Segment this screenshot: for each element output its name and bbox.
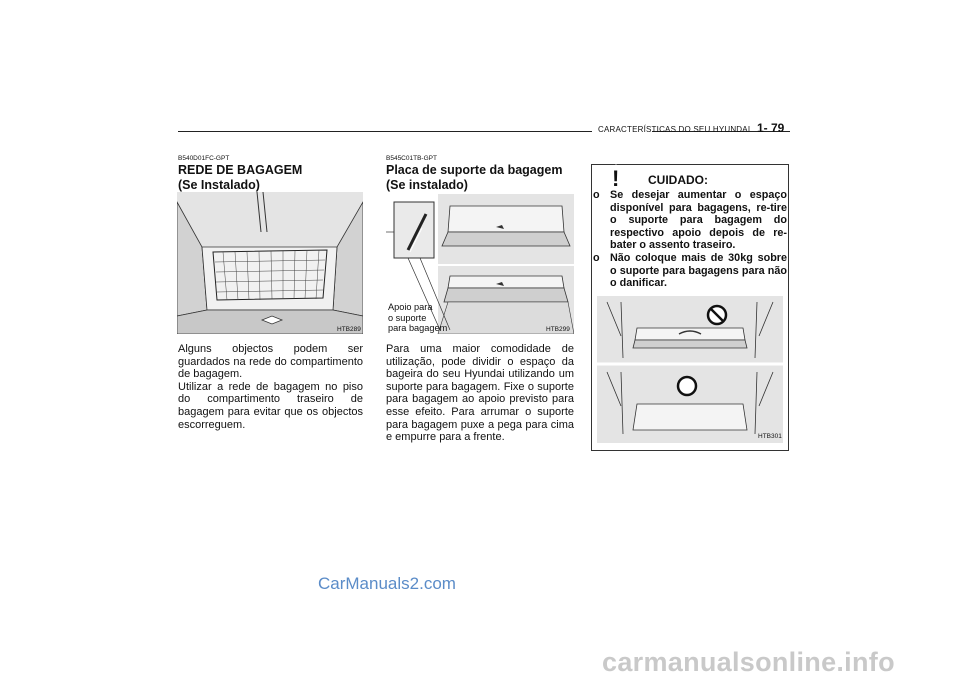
caution-figure-code: HTB301	[758, 433, 782, 440]
caution-bullet-1: o	[593, 189, 600, 201]
caution-title: CUIDADO:	[648, 173, 708, 187]
caution-illustration	[597, 296, 783, 443]
left-paragraph-2: Utilizar a rede de bagagem no piso do compartimento traseiro de bagagem para evitar que os objectos escorreguem.	[178, 380, 363, 431]
caution-item-2-text: Não coloque mais de 30kg sobre o suporte para bagagens para não o danificar.	[610, 251, 787, 290]
svg-text:!: !	[612, 166, 620, 191]
warning-icon	[601, 164, 631, 192]
left-section-code: B540D01FC-GPT	[178, 155, 230, 162]
left-title-line1: REDE DE BAGAGEM	[178, 163, 303, 177]
middle-figure-code: HTB299	[546, 326, 570, 333]
caution-item-2	[593, 252, 787, 290]
caution-item-1-text: Se desejar aumentar o espaço disponível para bagagens, re-tire o suporte para bagagem do respectivo apoio depois de re-bater o assento traseiro.	[610, 189, 787, 252]
watermark-site: carmanualsonline.info	[602, 647, 895, 677]
middle-title-line1: Placa de suporte da bagagem	[386, 163, 563, 177]
caution-list	[593, 189, 787, 290]
caution-bullet-2: o	[593, 251, 600, 264]
middle-body-text	[386, 343, 574, 444]
middle-paragraph: Para uma maior comodidade de utilização, pode dividir o espaço da bageira do seu Hyundai utilizando um suporte para bagagem. Fixe o suporte para bagagem ao apoio previsto para esse efeito. Para arrumar o suporte para bagagem puxe a pega para cima e empurre para a frente.	[386, 343, 574, 444]
cargo-net-figure	[177, 192, 363, 334]
header-rule	[178, 131, 592, 132]
cargo-net-illustration	[177, 192, 363, 334]
left-title-line2: (Se Instalado)	[178, 178, 260, 192]
left-figure-code: HTB289	[337, 326, 361, 333]
section-title: CARACTERÍSTICAS DO SEU HYUNDAI	[598, 125, 751, 134]
left-paragraph-1: Alguns objectos podem ser guardados na rede do compartimento de bagagem.	[178, 343, 363, 381]
watermark-link[interactable]: CarManuals2.com	[318, 574, 456, 593]
caution-figure	[597, 296, 783, 443]
support-bracket-label: Apoio para o suporte para bagagem	[388, 302, 448, 333]
middle-title-line2: (Se instalado)	[386, 178, 468, 192]
caution-item-1	[593, 189, 787, 252]
left-body-text	[178, 343, 363, 431]
page-number: 1- 79	[757, 121, 785, 135]
middle-section-code: B545C01TB-GPT	[386, 155, 437, 162]
